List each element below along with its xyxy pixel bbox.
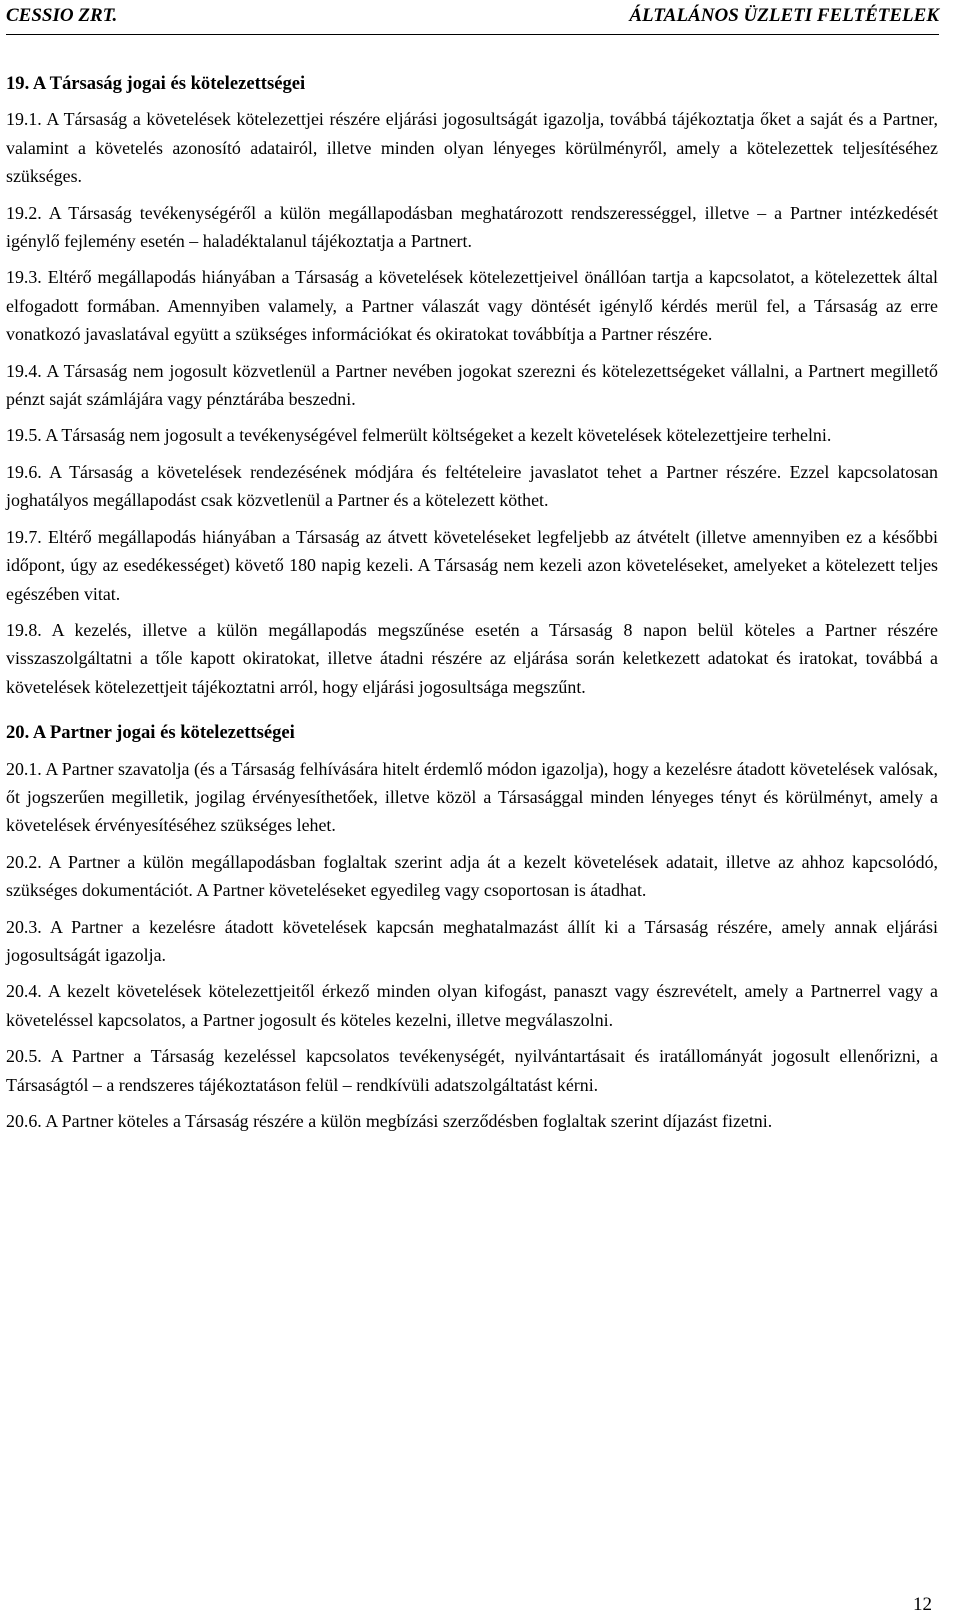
- paragraph-19-4: 19.4. A Társaság nem jogosult közvetlenül a Partner nevében jogokat szerezni és kötelezettségeket vállalni, a Partnert megillető pénzt saját számlájára vagy pénztárába beszedni.: [6, 360, 938, 410]
- paragraph-19-8: 19.8. A kezelés, illetve a külön megállapodás megszűnése esetén a Társaság 8 napon belül köteles a Partner részére visszaszolgáltatni a tőle kapott okiratokat, illetve átadni részére az eljárása során keletkezett adatokat és iratokat, továbbá a követelések kötelezettjeit tájékoztatni arról, hogy eljárási jogosultsága megszűnt.: [6, 619, 938, 697]
- document-body: [6, 70, 938, 1143]
- paragraph-20-3: 20.3. A Partner a kezelésre átadott követelések kapcsán meghatalmazást állít ki a Társaság részére, amely annak eljárási jogosultságát igazolja.: [6, 916, 938, 965]
- header-company-name: CESSIO ZRT.: [6, 5, 118, 26]
- paragraph-19-3: 19.3. Eltérő megállapodás hiányában a Társaság a követelések kötelezettjeivel önállóan tartja a kapcsolatot, a kötelezettek által elfogadott formában. Amennyiben valamely, a Partner válaszát vagy döntését igénylő kérdés merül fel, a Társaság az erre vonatkozó javaslatával együtt a szükséges információkat és okiratokat továbbítja a Partner részére.: [6, 267, 938, 345]
- section-heading: 20. A Partner jogai és kötelezettségei: [6, 722, 295, 744]
- paragraph-19-6: 19.6. A Társaság a követelések rendezésének módjára és feltételeire javaslatot tehet a Partner részére. Ezzel kapcsolatosan joghatályos megállapodást csak közvetlenül a Partner és a kötelezett köthet.: [6, 461, 938, 511]
- paragraph-20-6: 20.6. A Partner köteles a Társaság részére a külön megbízási szerződésben foglaltak szerint díjazást fizetni.: [6, 1111, 773, 1131]
- paragraph-19-2: 19.2. A Társaság tevékenységéről a külön megállapodásban meghatározott rendszerességgel, illetve – a Partner intézkedését igénylő fejlemény esetén – haladéktalanul tájékoztatja a Partnert.: [6, 202, 938, 252]
- paragraph-20-2: 20.2. A Partner a külön megállapodásban foglaltak szerint adja át a kezelt követelések adatait, illetve az ahhoz kapcsolódó, szükséges dokumentációt. A Partner követeléseket egyedileg vagy csoportosan is átadhat.: [6, 851, 938, 901]
- paragraph-19-1: 19.1. A Társaság a követelések kötelezettjei részére eljárási jogosultságát igazolja, továbbá tájékoztatja őket a saját és a Partner, valamint a követelés azonosító adatairól, illetve minden olyan lényeges körülményről, amely a kötelezettek teljesítéséhez szükséges.: [6, 109, 938, 187]
- page-number: 12: [913, 1594, 932, 1615]
- paragraph-20-5: 20.5. A Partner a Társaság kezeléssel kapcsolatos tevékenységét, nyilvántartásait és iratállományát jogosult ellenőrizni, a Társaságtól – a rendszeres tájékoztatáson felül – rendkívüli adatszolgáltatást kérni.: [6, 1046, 938, 1095]
- paragraph-19-7: 19.7. Eltérő megállapodás hiányában a Társaság az átvett követeléseket legfeljebb az átvételt (illetve amennyiben ez a későbbi időpont, úgy az esedékességet) követő 180 napig kezeli. A Társaság nem kezeli azon követeléseket, amelyeket a kötelezett teljes egészében vitat.: [6, 526, 938, 604]
- paragraph-20-4: 20.4. A kezelt követelések kötelezettjeitől érkező minden olyan kifogást, panaszt vagy észrevételt, amely a Partnerrel vagy a követeléssel kapcsolatos, a Partner jogosult és köteles kezelni, illetve megválaszolni.: [6, 981, 938, 1030]
- paragraph-20-1: 20.1. A Partner szavatolja (és a Társaság felhívására hitelt érdemlő módon igazolja), hogy a kezelésre átadott követelések valósak, őt jogszerűen megilletik, jogilag érvényesíthetőek, illetve közöl a Társasággal minden lényeges tényt és körülményt, amely a követelések érvényesítéséhez szükséges lehet.: [6, 758, 938, 836]
- header-document-title: ÁLTALÁNOS ÜZLETI FELTÉTELEK: [629, 5, 939, 26]
- paragraph-19-5: 19.5. A Társaság nem jogosult a tevékenységével felmerült költségeket a kezelt követelések kötelezettjeire terhelni.: [6, 425, 832, 446]
- section-heading: 19. A Társaság jogai és kötelezettségei: [6, 73, 306, 94]
- page-header: [6, 0, 939, 35]
